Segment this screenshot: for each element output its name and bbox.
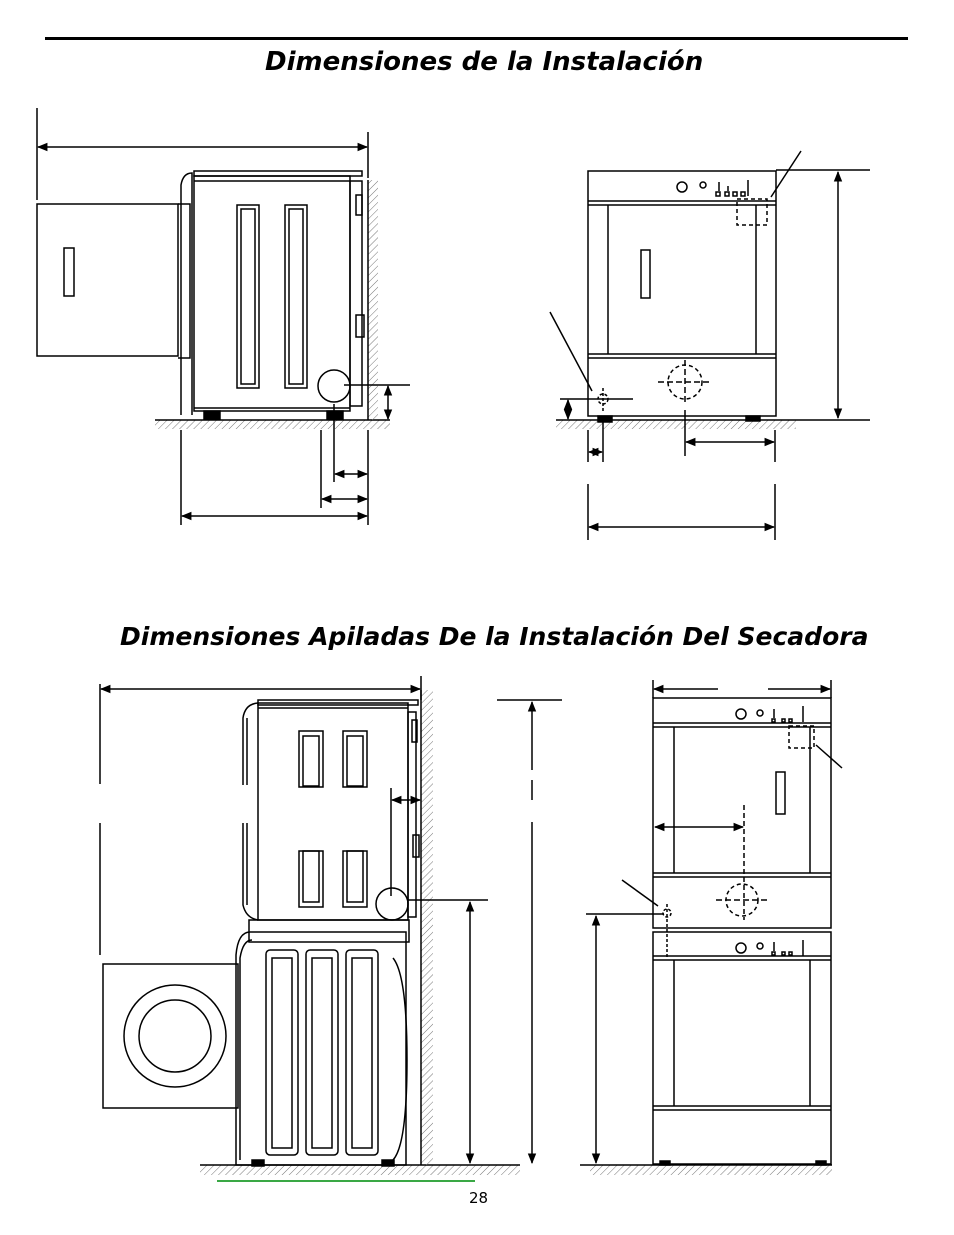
page-number: 28 — [469, 1189, 489, 1207]
front-view-dryer — [550, 151, 870, 540]
side-view-dryer — [37, 108, 410, 525]
section-title-installation: Dimensiones de la Instalación — [265, 47, 704, 77]
section-title-stacked: Dimensiones Apiladas De la Instalación Del Secadora — [120, 622, 869, 651]
stacked-front-view — [580, 680, 842, 1175]
stacked-side-view — [100, 676, 562, 1175]
footer-rule — [217, 1180, 475, 1182]
